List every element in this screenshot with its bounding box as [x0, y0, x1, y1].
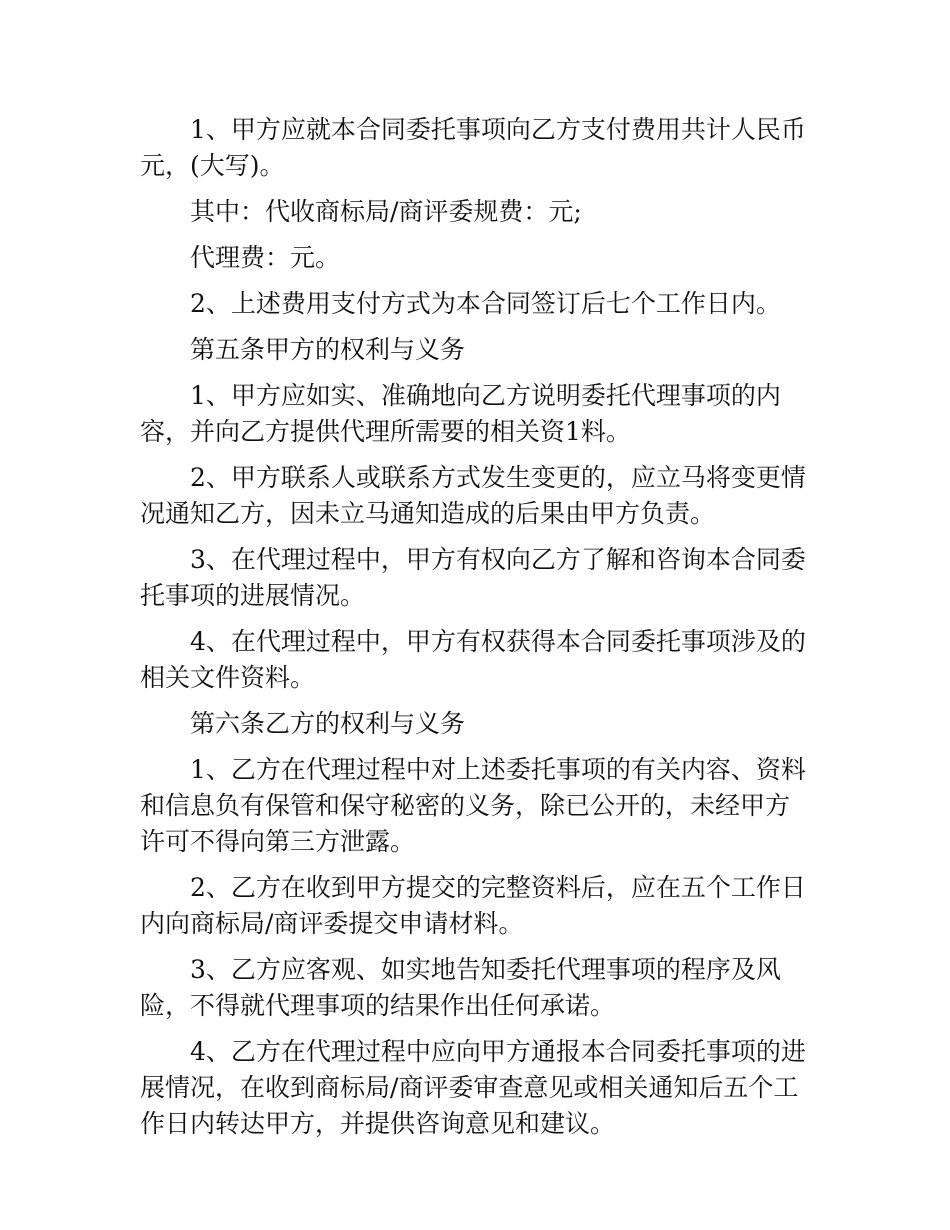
paragraph-fees-breakdown: 其中：代收商标局/商评委规费：元;	[190, 197, 582, 226]
paragraph-article-5-item-3: 3、在代理过程中，甲方有权向乙方了解和咨询本合同委托事项的进展情况。	[140, 545, 806, 610]
paragraph-article-5-item-1: 1、甲方应如实、准确地向乙方说明委托代理事项的内容，并向乙方提供代理所需要的相关资1料。	[140, 381, 781, 446]
paragraph-article-5-item-4: 4、在代理过程中，甲方有权获得本合同委托事项涉及的相关文件资料。	[140, 627, 806, 692]
section-heading-article-6: 第六条乙方的权利与义务	[190, 709, 466, 738]
paragraph-article-6-item-2: 2、乙方在收到甲方提交的完整资料后，应在五个工作日内向商标局/商评委提交申请材料。	[140, 873, 806, 938]
paragraph-article-6-item-4: 4、乙方在代理过程中应向甲方通报本合同委托事项的进展情况，在收到商标局/商评委审查意见或相关通知后五个工作日内转达甲方，并提供咨询意见和建议。	[140, 1037, 806, 1138]
paragraph-article-6-item-1: 1、乙方在代理过程中对上述委托事项的有关内容、资料和信息负有保管和保守秘密的义务，除已公开的，未经甲方许可不得向第三方泄露。	[140, 755, 806, 856]
section-heading-article-5: 第五条甲方的权利与义务	[190, 335, 466, 364]
paragraph-article-6-item-3: 3、乙方应客观、如实地告知委托代理事项的程序及风险，不得就代理事项的结果作出任何承诺。	[140, 955, 781, 1020]
document-body	[140, 112, 810, 1152]
paragraph-payment-method: 2、上述费用支付方式为本合同签订后七个工作日内。	[190, 289, 781, 318]
paragraph-article-5-item-2: 2、甲方联系人或联系方式发生变更的，应立马将变更情况通知乙方，因未立马通知造成的后果由甲方负责。	[140, 463, 806, 528]
paragraph-agency-fee: 代理费：元。	[190, 243, 341, 272]
paragraph-payment-total: 1、甲方应就本合同委托事项向乙方支付费用共计人民币元，(大写)。	[140, 115, 806, 180]
